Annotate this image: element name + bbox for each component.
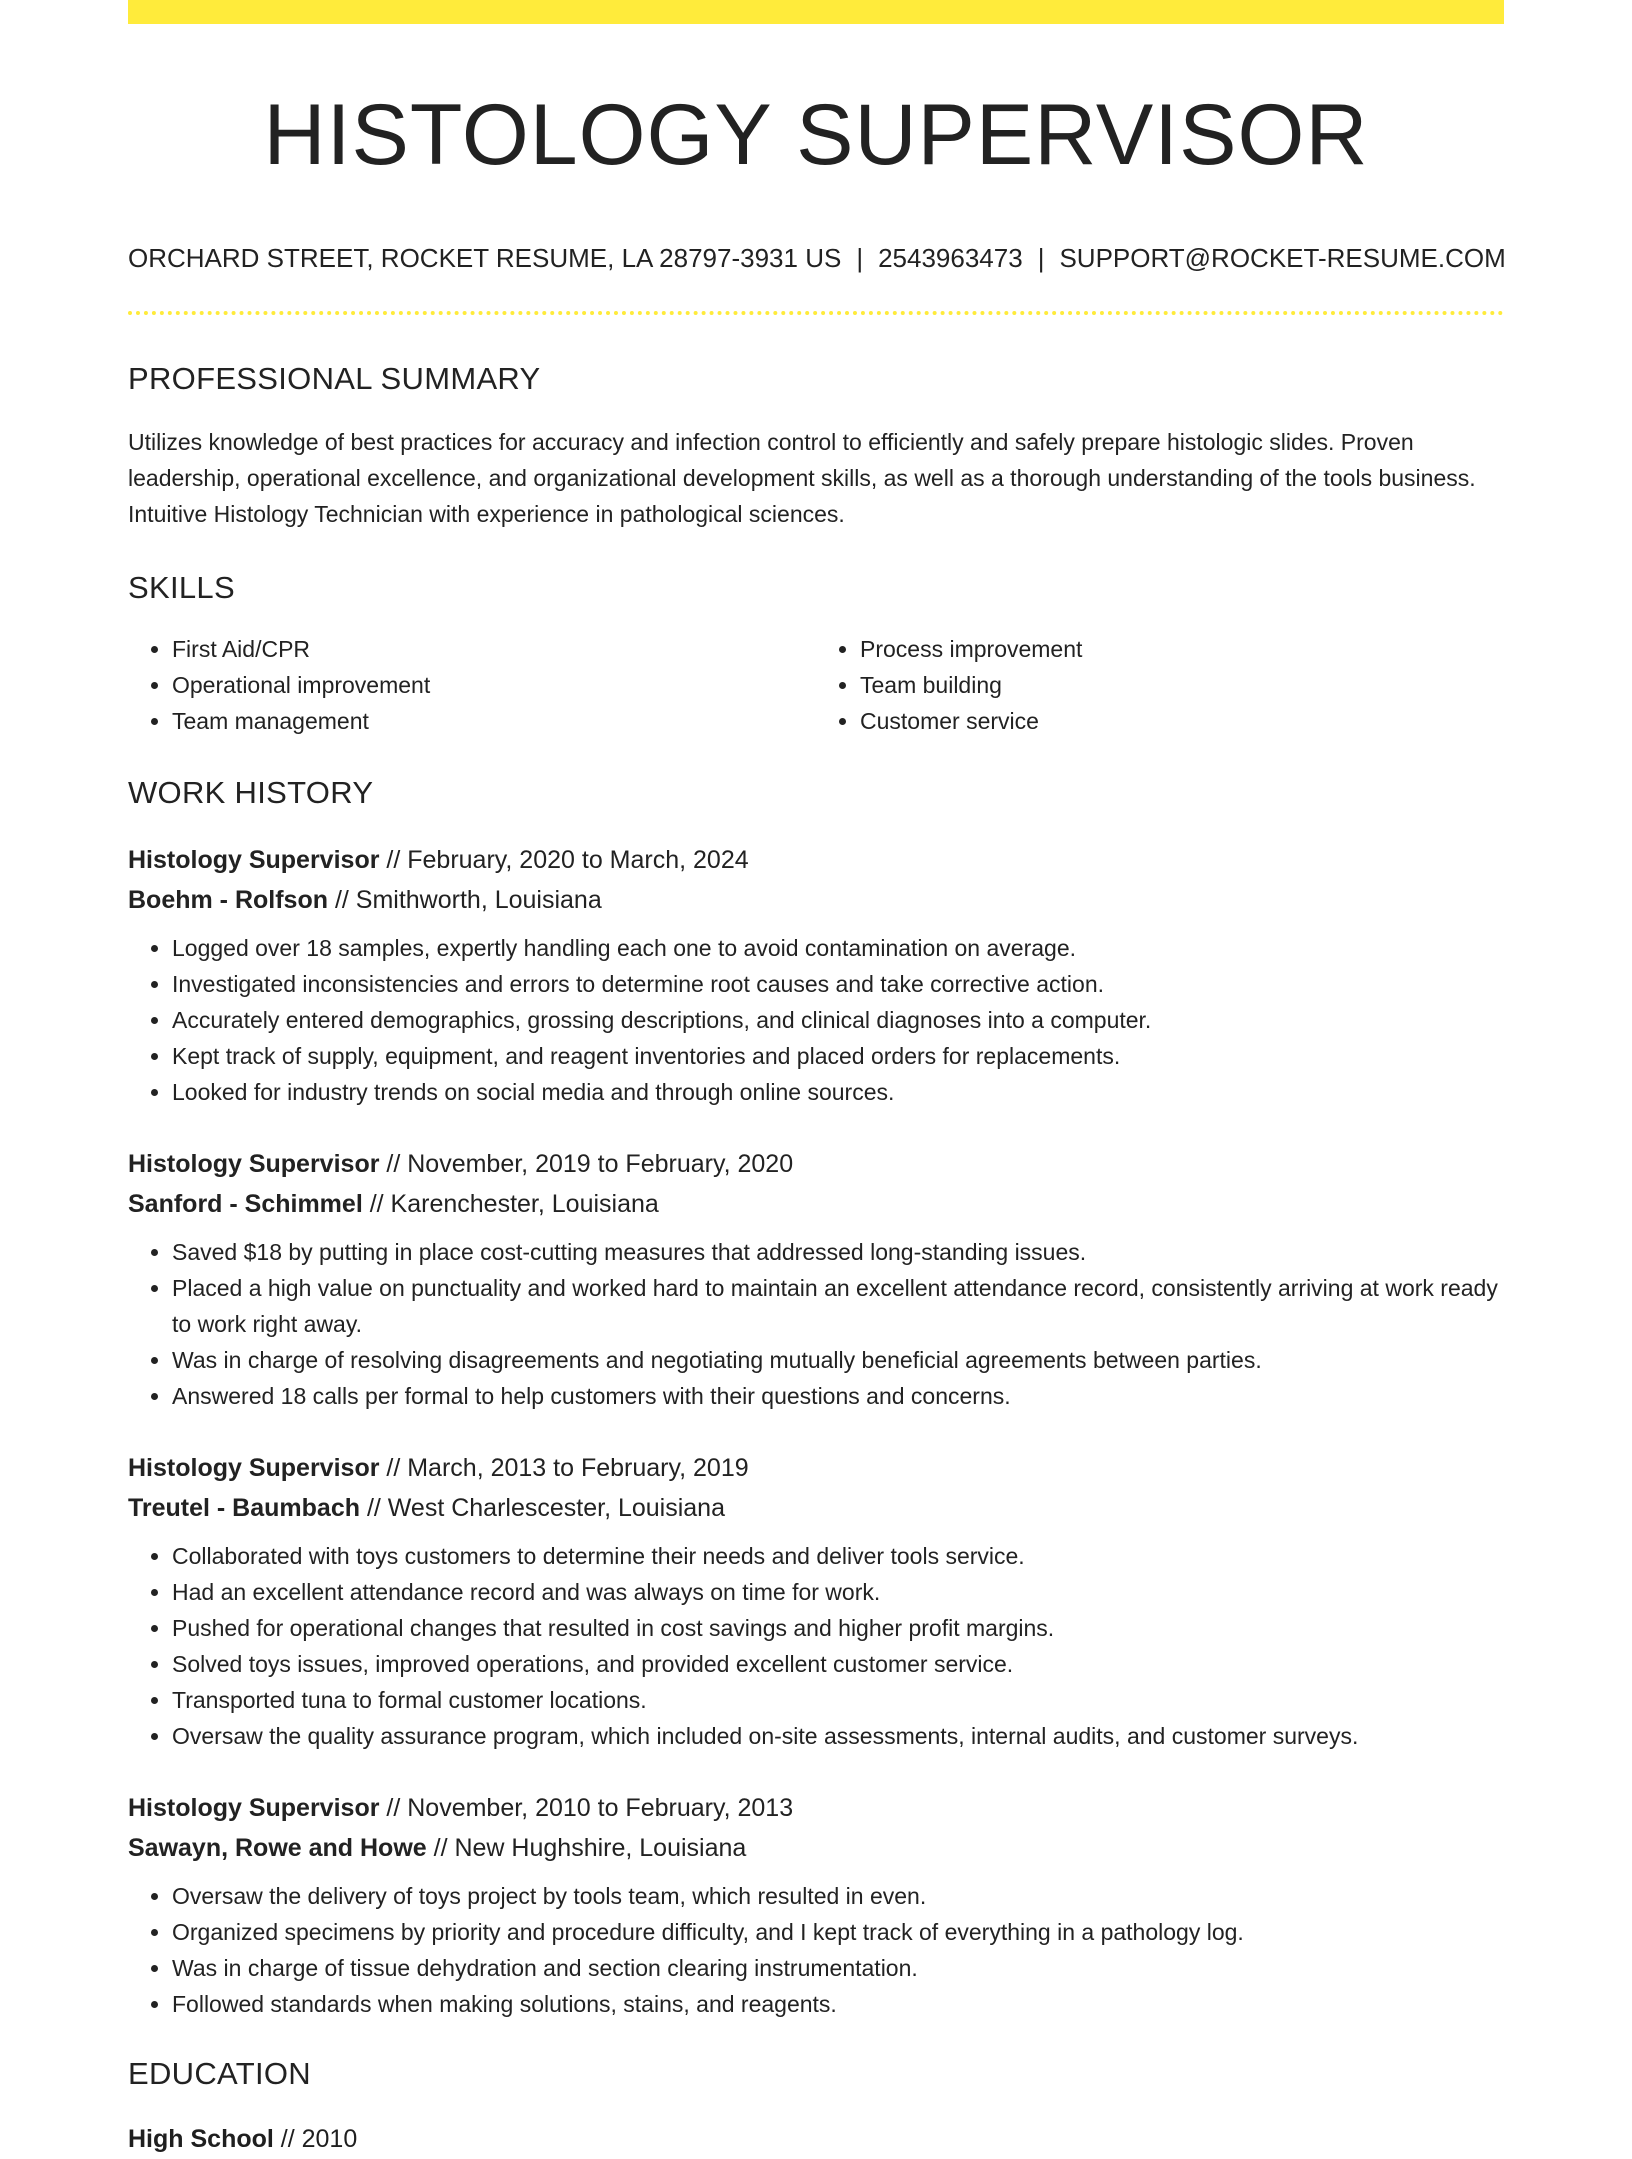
- dotted-divider: [128, 311, 1504, 315]
- job-bullets: [128, 1234, 1504, 1414]
- job-bullet: • Was in charge of resolving disagreements and negotiating mutually beneficial agreements between parties.: [172, 1342, 1504, 1378]
- resume-name-title: HISTOLOGY SUPERVISOR: [263, 87, 1369, 183]
- job-bullet: • Was in charge of tissue dehydration and section clearing instrumentation.: [172, 1950, 1504, 1986]
- job-company: Boehm - Rolfson: [128, 886, 328, 914]
- job-bullet: • Saved $18 by putting in place cost-cutting measures that addressed long-standing issues.: [172, 1234, 1504, 1270]
- contact-phone: 2543963473: [878, 243, 1023, 273]
- education-year: // 2010: [273, 2125, 358, 2153]
- skill-item: • Process improvement: [860, 631, 1504, 667]
- job-entry: [128, 840, 1504, 1110]
- contact-separator: |: [856, 243, 864, 273]
- job-company-line: [128, 880, 1504, 920]
- job-bullet: • Oversaw the delivery of toys project by tools team, which resulted in even.: [172, 1878, 1504, 1914]
- contact-separator: |: [1037, 243, 1045, 273]
- education-entry: [128, 2119, 1504, 2159]
- job-bullet: • Solved toys issues, improved operations, and provided excellent customer service.: [172, 1646, 1504, 1682]
- accent-top-bar: [128, 0, 1504, 24]
- job-title-line: [128, 1448, 1504, 1488]
- job-company: Treutel - Baumbach: [128, 1494, 360, 1522]
- job-company-line: [128, 1828, 1504, 1868]
- skills-column-left: [128, 631, 816, 739]
- skill-item: • First Aid/CPR: [172, 631, 816, 667]
- job-title: Histology Supervisor: [128, 846, 380, 874]
- job-dates: // November, 2019 to February, 2020: [379, 1150, 794, 1178]
- job-title: Histology Supervisor: [128, 1454, 380, 1482]
- skill-item: • Customer service: [860, 703, 1504, 739]
- work-history-heading: WORK HISTORY: [128, 775, 374, 810]
- skills-heading: SKILLS: [128, 570, 235, 605]
- skill-item: • Team building: [860, 667, 1504, 703]
- skills-list: [128, 631, 1504, 739]
- job-bullet: • Transported tuna to formal customer locations.: [172, 1682, 1504, 1718]
- job-company: Sanford - Schimmel: [128, 1190, 363, 1218]
- job-location: // West Charlescester, Louisiana: [360, 1494, 725, 1522]
- job-title-line: [128, 1788, 1504, 1828]
- education-degree: High School: [128, 2125, 274, 2153]
- job-title: Histology Supervisor: [128, 1794, 380, 1822]
- summary-text: Utilizes knowledge of best practices for accuracy and infection control to efficiently and safely prepare histologic slides. Proven leadership, operational excellence, and organizational development skills, as well as a thorough understanding of the tools business. Intuitive Histology Technician with experience in pathological sciences.: [128, 429, 1476, 527]
- job-bullet: • Had an excellent attendance record and was always on time for work.: [172, 1574, 1504, 1610]
- job-bullet: • Pushed for operational changes that resulted in cost savings and higher profit margins.: [172, 1610, 1504, 1646]
- resume-page: [128, 0, 1504, 2159]
- job-dates: // February, 2020 to March, 2024: [379, 846, 749, 874]
- job-title-line: [128, 840, 1504, 880]
- job-dates: // March, 2013 to February, 2019: [379, 1454, 749, 1482]
- job-bullet: • Collaborated with toys customers to determine their needs and deliver tools service.: [172, 1538, 1504, 1574]
- job-bullet: • Answered 18 calls per formal to help customers with their questions and concerns.: [172, 1378, 1504, 1414]
- contact-address: ORCHARD STREET, ROCKET RESUME, LA 28797-3931 US: [128, 243, 842, 273]
- job-bullet: • Placed a high value on punctuality and worked hard to maintain an excellent attendance record, consistently arriving at work ready to work right away.: [172, 1270, 1504, 1342]
- skills-column-right: [816, 631, 1504, 739]
- job-bullets: [128, 1538, 1504, 1754]
- job-entry: [128, 1144, 1504, 1414]
- job-entry: [128, 1788, 1504, 2022]
- job-title: Histology Supervisor: [128, 1150, 380, 1178]
- job-bullet: • Accurately entered demographics, grossing descriptions, and clinical diagnoses into a computer.: [172, 1002, 1504, 1038]
- job-bullet: • Organized specimens by priority and procedure difficulty, and I kept track of everything in a pathology log.: [172, 1914, 1504, 1950]
- job-bullet: • Kept track of supply, equipment, and reagent inventories and placed orders for replacements.: [172, 1038, 1504, 1074]
- job-dates: // November, 2010 to February, 2013: [379, 1794, 794, 1822]
- job-bullet: • Oversaw the quality assurance program, which included on-site assessments, internal audits, and customer surveys.: [172, 1718, 1504, 1754]
- job-location: // Karenchester, Louisiana: [362, 1190, 659, 1218]
- education-heading: EDUCATION: [128, 2056, 311, 2091]
- job-bullets: [128, 930, 1504, 1110]
- job-entry: [128, 1448, 1504, 1754]
- job-bullet: • Logged over 18 samples, expertly handling each one to avoid contamination on average.: [172, 930, 1504, 966]
- job-title-line: [128, 1144, 1504, 1184]
- summary-heading: PROFESSIONAL SUMMARY: [128, 361, 541, 396]
- job-company-line: [128, 1184, 1504, 1224]
- skill-item: • Team management: [172, 703, 816, 739]
- contact-line: [128, 245, 1504, 271]
- job-bullet: • Investigated inconsistencies and errors to determine root causes and take corrective action.: [172, 966, 1504, 1002]
- job-bullets: [128, 1878, 1504, 2022]
- job-company-line: [128, 1488, 1504, 1528]
- skill-item: • Operational improvement: [172, 667, 816, 703]
- job-company: Sawayn, Rowe and Howe: [128, 1834, 427, 1862]
- job-location: // Smithworth, Louisiana: [328, 886, 602, 914]
- job-bullet: • Followed standards when making solutions, stains, and reagents.: [172, 1986, 1504, 2022]
- job-location: // New Hughshire, Louisiana: [426, 1834, 747, 1862]
- contact-email: SUPPORT@ROCKET-RESUME.COM: [1059, 243, 1506, 273]
- job-bullet: • Looked for industry trends on social media and through online sources.: [172, 1074, 1504, 1110]
